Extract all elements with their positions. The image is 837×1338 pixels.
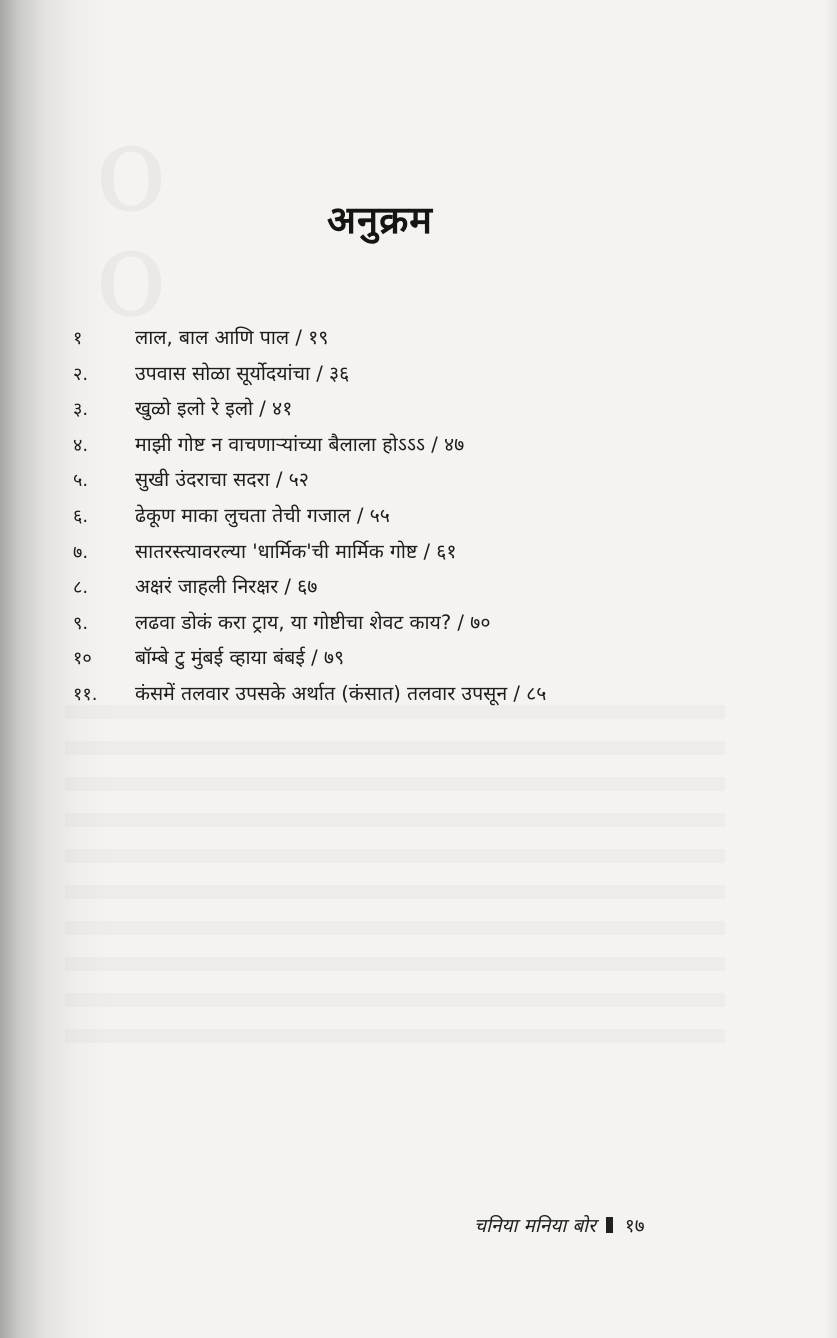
show-through-text [65, 705, 725, 1045]
toc-entry [73, 391, 813, 427]
table-of-contents [73, 320, 813, 712]
page-title: अनुक्रम [326, 198, 434, 242]
toc-entry-number: ४. [73, 434, 89, 456]
toc-entry-title: सुखी उंदराचा सदरा / ५२ [135, 468, 309, 492]
page-edge-shadow [825, 0, 837, 1338]
toc-entry [73, 605, 813, 641]
toc-entry [73, 356, 813, 392]
toc-entry-title: माझी गोष्ट न वाचणाऱ्यांच्या बैलाला होऽऽऽ / ४७ [135, 432, 465, 456]
toc-entry-title: सातरस्त्यावरल्या 'धार्मिक'ची मार्मिक गोष्ट / ६१ [135, 539, 457, 563]
toc-entry-title: लढवा डोकं करा ट्राय, या गोष्टीचा शेवट काय? / ७० [135, 610, 491, 634]
toc-entry [73, 462, 813, 498]
toc-entry [73, 534, 813, 570]
toc-entry [73, 569, 813, 605]
running-footer [474, 1212, 645, 1238]
toc-entry [73, 498, 813, 534]
toc-entry-title: उपवास सोळा सूर्योदयांचा / ३६ [135, 361, 350, 385]
toc-entry-title: लाल, बाल आणि पाल / १९ [135, 326, 329, 349]
toc-entry-number: २. [73, 363, 89, 385]
toc-entry [73, 676, 813, 712]
toc-entry-number: ५. [73, 470, 89, 492]
toc-entry-title: कंसमें तलवार उपसके अर्थात (कंसात) तलवार उपसून / ८५ [135, 681, 547, 705]
toc-entry-number: ११. [73, 683, 98, 705]
toc-entry [73, 320, 813, 356]
toc-entry-number: ९. [73, 612, 89, 634]
footer-book-title: चनिया मनिया बोर [474, 1215, 596, 1237]
toc-entry-number: ६. [73, 505, 89, 527]
toc-entry [73, 427, 813, 463]
toc-entry-number: ७. [73, 541, 89, 563]
toc-entry-number: ८. [73, 577, 89, 599]
toc-entry-number: १ [73, 328, 83, 349]
toc-entry-number: १० [73, 648, 92, 670]
toc-entry-title: खुळो इलो रे इलो / ४१ [135, 397, 293, 421]
toc-entry [73, 640, 813, 676]
toc-entry-title: बॉम्बे टु मुंबई व्हाया बंबई / ७९ [135, 646, 345, 670]
footer-separator-bar [606, 1217, 613, 1233]
toc-entry-title: अक्षरं जाहली निरक्षर / ६७ [135, 575, 318, 599]
show-through-mark: o [95, 205, 168, 344]
show-through-mark: o [95, 100, 168, 239]
toc-entry-number: ३. [73, 399, 89, 421]
toc-entry-title: ढेकूण माका लुचता तेची गजाल / ५५ [135, 503, 390, 527]
page-number: १७ [624, 1215, 645, 1237]
